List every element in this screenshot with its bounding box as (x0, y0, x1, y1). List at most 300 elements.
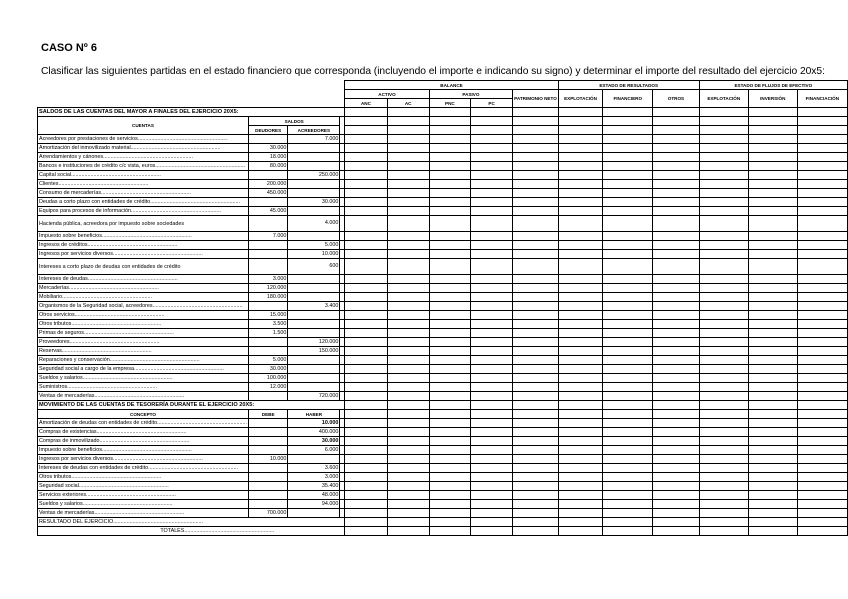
account-acreedor: 150.000 (288, 347, 340, 356)
table-row (38, 518, 848, 527)
balance-cell (429, 455, 470, 464)
exercise-table (37, 80, 848, 536)
resultados-cell (558, 171, 603, 180)
flujos-cell (797, 338, 847, 347)
balance-cell (471, 491, 513, 500)
flujos-cell (797, 437, 847, 446)
resultados-cell (603, 284, 653, 293)
table-row (38, 117, 848, 126)
balance-cell (429, 473, 470, 482)
balance-cell (513, 410, 559, 419)
dot-leader: ............................................................ (71, 171, 161, 178)
account-acreedor (288, 374, 340, 383)
resultados-cell (603, 464, 653, 473)
resultados-cell (603, 419, 653, 428)
account-acreedor (288, 311, 340, 320)
dot-leader: ............................................................ (150, 198, 241, 205)
balance-cell (387, 500, 429, 509)
dot-leader: ............................................................ (101, 446, 192, 453)
account-acreedor (288, 356, 340, 365)
balance-cell (471, 180, 513, 189)
account-name: Otros servicios............................................................ (38, 311, 249, 320)
flujos-cell (699, 284, 748, 293)
table-row (38, 189, 848, 198)
table-row (38, 365, 848, 374)
balance-cell (345, 153, 387, 162)
balance-cell (345, 437, 387, 446)
balance-cell (471, 171, 513, 180)
balance-cell (345, 320, 387, 329)
table-row (38, 500, 848, 509)
resultados-cell (603, 180, 653, 189)
flujos-cell (748, 198, 797, 207)
account-deudor: 30.000 (248, 144, 287, 153)
balance-cell (471, 401, 513, 410)
balance-cell (345, 419, 387, 428)
concept-haber: 30.000 (288, 437, 340, 446)
resultados-cell (558, 428, 603, 437)
flujos-cell (699, 383, 748, 392)
balance-cell (513, 518, 559, 527)
concept-name: Seguridad social............................................................ (38, 482, 249, 491)
balance-cell (471, 259, 513, 275)
table-row (38, 198, 848, 207)
concept-debe (248, 464, 287, 473)
flujos-cell (797, 374, 847, 383)
flujos-cell (699, 171, 748, 180)
balance-cell (429, 198, 470, 207)
balance-cell (429, 401, 470, 410)
balance-cell (429, 189, 470, 198)
balance-cell (513, 275, 559, 284)
table-row (38, 180, 848, 189)
flujos-cell (699, 482, 748, 491)
balance-cell (471, 365, 513, 374)
flujos-cell (699, 347, 748, 356)
account-name: Clientes............................................................ (38, 180, 249, 189)
account-name: Organismos de la Seguridad social, acreedores............................................................ (38, 302, 249, 311)
resultados-cell (558, 144, 603, 153)
resultados-cell (653, 293, 699, 302)
dot-leader: ............................................................ (148, 464, 238, 471)
resultados-cell (558, 108, 603, 117)
balance-cell (471, 153, 513, 162)
balance-cell (471, 117, 513, 126)
balance-cell (387, 108, 429, 117)
resultados-cell (603, 250, 653, 259)
header-spacer (38, 99, 345, 108)
balance-cell (513, 302, 559, 311)
flujos-cell (699, 428, 748, 437)
balance-cell (513, 250, 559, 259)
balance-cell (513, 259, 559, 275)
flujos-cell (797, 207, 847, 216)
balance-cell (345, 162, 387, 171)
flujos-cell (797, 347, 847, 356)
concept-name: Compras de existencias............................................................ (38, 428, 249, 437)
table-row (38, 135, 848, 144)
concept-haber: 3.600 (288, 464, 340, 473)
flujos-cell (748, 464, 797, 473)
table-row (38, 320, 848, 329)
table-row (38, 383, 848, 392)
balance-cell (345, 365, 387, 374)
flujos-cell (797, 162, 847, 171)
flujos-cell (797, 302, 847, 311)
balance-cell (387, 126, 429, 135)
balance-cell (429, 437, 470, 446)
balance-cell (429, 144, 470, 153)
balance-cell (387, 241, 429, 250)
flujos-cell (748, 365, 797, 374)
table-row (38, 455, 848, 464)
balance-cell (513, 428, 559, 437)
resultados-cell (653, 410, 699, 419)
balance-cell (387, 509, 429, 518)
flujos-cell (699, 437, 748, 446)
flujos-cell (748, 455, 797, 464)
resultados-cell (653, 311, 699, 320)
flujos-cell (748, 259, 797, 275)
balance-cell (429, 356, 470, 365)
table-row (38, 392, 848, 401)
resultados-cell (653, 428, 699, 437)
account-acreedor: 7.000 (288, 135, 340, 144)
account-name: Intereses de deudas............................................................ (38, 275, 249, 284)
balance-cell (471, 320, 513, 329)
account-name: Mobiliario............................................................ (38, 293, 249, 302)
dot-leader: ............................................................ (184, 527, 275, 534)
dot-leader: ............................................................ (96, 428, 187, 435)
balance-cell (345, 284, 387, 293)
flujos-cell (699, 329, 748, 338)
resultados-cell (558, 135, 603, 144)
flujos-cell (797, 284, 847, 293)
balance-cell (345, 216, 387, 232)
resultados-cell (603, 259, 653, 275)
account-name: Ventas de mercaderías............................................................ (38, 392, 249, 401)
balance-cell (345, 302, 387, 311)
flujos-cell (748, 374, 797, 383)
flujos-cell (748, 153, 797, 162)
concept-debe: 700.000 (248, 509, 287, 518)
col-haber: HABER (288, 410, 340, 419)
concept-haber: 400.000 (288, 428, 340, 437)
balance-cell (345, 509, 387, 518)
dot-leader: ............................................................ (71, 473, 162, 480)
account-acreedor: 4.000 (288, 216, 340, 232)
dot-leader: ............................................................ (113, 455, 203, 462)
balance-cell (429, 135, 470, 144)
resultado-label: RESULTADO DEL EJERCICIO............................................................ (38, 518, 345, 527)
flujos-cell (699, 293, 748, 302)
resultados-cell (603, 320, 653, 329)
header-anc: ANC (345, 99, 387, 108)
balance-cell (513, 383, 559, 392)
balance-cell (513, 446, 559, 455)
balance-cell (513, 527, 559, 536)
balance-cell (387, 293, 429, 302)
table-row (38, 446, 848, 455)
resultados-cell (558, 374, 603, 383)
flujos-cell (748, 383, 797, 392)
balance-cell (345, 207, 387, 216)
dot-leader: ............................................................ (74, 311, 165, 318)
balance-cell (429, 232, 470, 241)
flujos-cell (748, 527, 797, 536)
flujos-cell (748, 162, 797, 171)
resultados-cell (558, 509, 603, 518)
balance-cell (471, 446, 513, 455)
flujos-cell (797, 275, 847, 284)
account-acreedor (288, 189, 340, 198)
instructions-text: Clasificar las siguientes partidas en el estado financiero que corresponda (incluyendo el importe e indicando su signo) y determinar el importe del resultado del ejercicio 20x5: (41, 66, 825, 77)
balance-cell (345, 401, 387, 410)
balance-cell (513, 356, 559, 365)
balance-cell (429, 216, 470, 232)
flujos-cell (699, 259, 748, 275)
flujos-cell (797, 250, 847, 259)
resultados-cell (603, 162, 653, 171)
table-row (38, 401, 848, 410)
balance-cell (471, 437, 513, 446)
balance-cell (429, 207, 470, 216)
flujos-cell (699, 338, 748, 347)
resultados-cell (603, 527, 653, 536)
resultados-cell (558, 383, 603, 392)
flujos-cell (748, 108, 797, 117)
account-acreedor (288, 365, 340, 374)
flujos-cell (699, 207, 748, 216)
balance-cell (387, 216, 429, 232)
resultados-cell (603, 311, 653, 320)
account-name: Amortización del inmovilizado material............................................................ (38, 144, 249, 153)
resultados-cell (558, 410, 603, 419)
balance-cell (387, 410, 429, 419)
concept-haber: 10.000 (288, 419, 340, 428)
flujos-cell (797, 527, 847, 536)
table-row (38, 509, 848, 518)
dot-leader: ............................................................ (99, 437, 190, 444)
account-deudor (248, 216, 287, 232)
concept-debe (248, 437, 287, 446)
concept-name: Intereses de deudas con entidades de crédito............................................................ (38, 464, 249, 473)
balance-cell (513, 198, 559, 207)
account-acreedor (288, 180, 340, 189)
account-name: Ingresos por servicios diversos............................................................ (38, 250, 249, 259)
resultados-cell (653, 135, 699, 144)
flujos-cell (748, 189, 797, 198)
resultados-cell (603, 374, 653, 383)
table-row (38, 338, 848, 347)
flujos-cell (797, 410, 847, 419)
flujos-cell (797, 216, 847, 232)
resultados-cell (653, 153, 699, 162)
resultados-cell (558, 117, 603, 126)
flujos-cell (699, 320, 748, 329)
balance-cell (471, 410, 513, 419)
resultados-cell (558, 437, 603, 446)
resultados-cell (603, 302, 653, 311)
page-title: CASO Nº 6 (41, 42, 97, 54)
account-name: Deudas a corto plazo con entidades de crédito............................................................ (38, 198, 249, 207)
resultados-cell (653, 347, 699, 356)
flujos-cell (797, 365, 847, 374)
balance-cell (429, 250, 470, 259)
account-deudor (248, 392, 287, 401)
balance-cell (471, 509, 513, 518)
resultados-cell (603, 108, 653, 117)
resultados-cell (558, 259, 603, 275)
account-deudor (248, 347, 287, 356)
balance-cell (471, 455, 513, 464)
header-patrimonio-neto: PATRIMONIO NETO (513, 90, 559, 108)
concept-name: Ventas de mercaderías............................................................ (38, 509, 249, 518)
table-row (38, 482, 848, 491)
concept-haber: 94.000 (288, 500, 340, 509)
header-spacer (38, 81, 345, 90)
resultados-cell (603, 428, 653, 437)
balance-cell (345, 232, 387, 241)
flujos-cell (748, 275, 797, 284)
balance-cell (429, 518, 470, 527)
flujos-cell (748, 171, 797, 180)
flujos-cell (797, 356, 847, 365)
balance-cell (345, 347, 387, 356)
flujos-cell (748, 144, 797, 153)
resultados-cell (603, 275, 653, 284)
balance-cell (387, 347, 429, 356)
balance-cell (513, 464, 559, 473)
balance-cell (513, 338, 559, 347)
dot-leader: ............................................................ (109, 356, 200, 363)
table-row (38, 153, 848, 162)
balance-cell (429, 108, 470, 117)
account-deudor (248, 259, 287, 275)
table-row (38, 464, 848, 473)
balance-cell (345, 338, 387, 347)
concept-name: Otros tributos............................................................ (38, 473, 249, 482)
flujos-cell (748, 473, 797, 482)
table-row (38, 302, 848, 311)
resultados-cell (558, 275, 603, 284)
balance-cell (429, 428, 470, 437)
balance-cell (513, 473, 559, 482)
account-deudor: 3.500 (248, 320, 287, 329)
resultados-cell (603, 293, 653, 302)
totales-label: TOTALES............................................................ (38, 527, 345, 536)
balance-cell (345, 171, 387, 180)
concept-haber: 48.000 (288, 491, 340, 500)
flujos-cell (748, 401, 797, 410)
flujos-cell (748, 293, 797, 302)
balance-cell (345, 189, 387, 198)
dot-leader: ............................................................ (94, 509, 185, 516)
balance-cell (387, 117, 429, 126)
dot-leader: ............................................................ (87, 275, 178, 282)
account-name: Equipos para procesos de información............................................................ (38, 207, 249, 216)
account-name: Mercaderías............................................................ (38, 284, 249, 293)
dot-leader: ............................................................ (68, 284, 159, 291)
flujos-cell (699, 473, 748, 482)
resultados-cell (558, 180, 603, 189)
resultados-cell (653, 207, 699, 216)
balance-cell (345, 428, 387, 437)
resultados-cell (558, 162, 603, 171)
resultados-cell (558, 518, 603, 527)
balance-cell (429, 527, 470, 536)
resultados-cell (653, 446, 699, 455)
balance-cell (429, 464, 470, 473)
resultados-cell (603, 401, 653, 410)
flujos-cell (797, 241, 847, 250)
flujos-cell (797, 126, 847, 135)
balance-cell (387, 437, 429, 446)
resultados-cell (603, 518, 653, 527)
balance-cell (513, 401, 559, 410)
balance-cell (345, 446, 387, 455)
flujos-cell (748, 491, 797, 500)
flujos-cell (797, 419, 847, 428)
balance-cell (513, 153, 559, 162)
resultados-cell (558, 153, 603, 162)
account-name: Sueldos y salarios............................................................ (38, 374, 249, 383)
balance-cell (345, 198, 387, 207)
resultados-cell (653, 144, 699, 153)
resultados-cell (558, 392, 603, 401)
balance-cell (345, 259, 387, 275)
flujos-cell (797, 428, 847, 437)
resultados-cell (653, 232, 699, 241)
resultados-cell (558, 126, 603, 135)
balance-cell (387, 428, 429, 437)
flujos-cell (699, 311, 748, 320)
table-row (38, 347, 848, 356)
table-row (38, 428, 848, 437)
header-spacer (38, 90, 345, 99)
resultados-cell (558, 293, 603, 302)
balance-cell (387, 374, 429, 383)
table-row (38, 259, 848, 275)
balance-cell (387, 180, 429, 189)
flujos-cell (699, 374, 748, 383)
dot-leader: ............................................................ (62, 293, 152, 300)
resultados-cell (558, 338, 603, 347)
account-name: Arrendamientos y cánones............................................................ (38, 153, 249, 162)
resultados-cell (653, 509, 699, 518)
resultados-cell (653, 500, 699, 509)
balance-cell (471, 232, 513, 241)
balance-cell (387, 392, 429, 401)
table-row (38, 250, 848, 259)
balance-cell (387, 153, 429, 162)
dot-leader: ............................................................ (155, 162, 246, 169)
balance-cell (387, 383, 429, 392)
flujos-cell (748, 311, 797, 320)
flujos-cell (699, 491, 748, 500)
resultados-cell (558, 241, 603, 250)
table-row (38, 207, 848, 216)
balance-cell (471, 302, 513, 311)
flujos-cell (699, 401, 748, 410)
resultados-cell (653, 198, 699, 207)
balance-cell (429, 392, 470, 401)
resultados-cell (603, 216, 653, 232)
flujos-cell (699, 250, 748, 259)
resultados-cell (558, 365, 603, 374)
resultados-cell (653, 241, 699, 250)
resultados-cell (603, 232, 653, 241)
